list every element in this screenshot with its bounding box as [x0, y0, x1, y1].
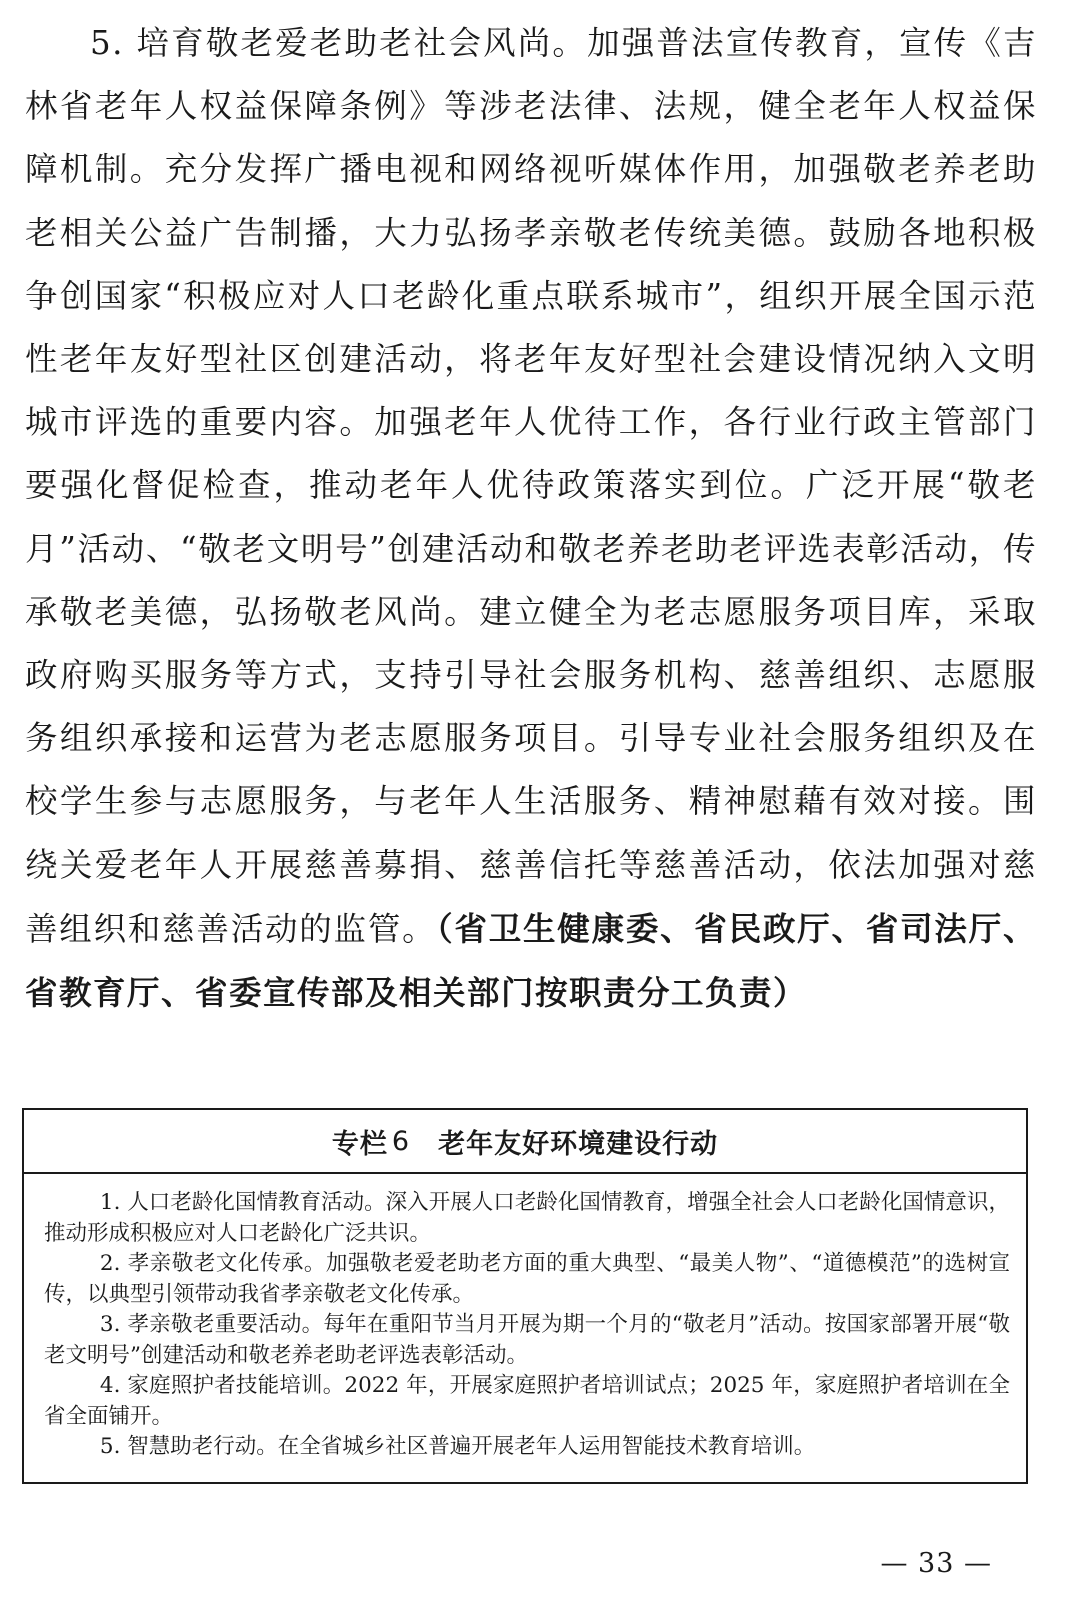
- column-number: 6: [391, 1125, 411, 1157]
- column-prefix: 专栏: [331, 1128, 388, 1160]
- page-number: — 33 —: [880, 1548, 992, 1579]
- column-title: 老年友好环境建设行动: [438, 1128, 719, 1160]
- column-item: 5. 智慧助老行动。在全省城乡社区普遍开展老年人运用智能技术教育培训。: [99, 1434, 816, 1459]
- column-item: 1. 人口老龄化国情教育活动。深入开展人口老龄化国情教育，增强全社会人口老龄化国情意识，推动形成积极应对人口老龄化广泛共识。: [44, 1190, 1010, 1246]
- column-item-list: [24, 1174, 1026, 1463]
- section-paragraph: [25, 12, 1037, 1025]
- responsible-departments: （省卫生健康委、省民政厅、省司法厅、省教育厅、省委宣传部及相关部门按职责分工负责）: [25, 908, 1037, 1013]
- column-item: 3. 孝亲敬老重要活动。每年在重阳节当月开展为期一个月的“敬老月”活动。按国家部署开展“敬老文明号”创建活动和敬老养老助老评选表彰活动。: [44, 1312, 1010, 1368]
- column-item: 4. 家庭照护者技能培训。2022 年，开展家庭照护者培训试点；2025 年，家庭照护者培训在全省全面铺开。: [44, 1373, 1010, 1429]
- paragraph-text: 5. 培育敬老爱老助老社会风尚。加强普法宣传教育，宣传《吉林省老年人权益保障条例》等涉老法律、法规，健全老年人权益保障机制。充分发挥广播电视和网络视听媒体作用，加强敬老养老助老相关公益广告制播，大力弘扬孝亲敬老传统美德。鼓励各地积极争创国家“积极应对人口老龄化重点联系城市”，组织开展全国示范性老年友好型社区创建活动，将老年友好型社会建设情况纳入文明城市评选的重要内容。加强老年人优待工作，各行业行政主管部门要强化督促检查，推动老年人优待政策落实到位。广泛开展“敬老月”活动、“敬老文明号”创建活动和敬老养老助老评选表彰活动，传承敬老美德，弘扬敬老风尚。建立健全为老志愿服务项目库，采取政府购买服务等方式，支持引导社会服务机构、慈善组织、志愿服务组织承接和运营为老志愿服务项目。引导专业社会服务组织及在校学生参与志愿服务，与老年人生活服务、精神慰藉有效对接。围绕关爱老年人开展慈善募捐、慈善信托等慈善活动，依法加强对慈善组织和慈善活动的监管。: [25, 24, 1037, 948]
- special-column-box: [22, 1108, 1028, 1484]
- column-item: 2. 孝亲敬老文化传承。加强敬老爱老助老方面的重大典型、“最美人物”、“道德模范”的选树宣传，以典型引领带动我省孝亲敬老文化传承。: [44, 1251, 1010, 1307]
- special-column-title: [24, 1110, 1026, 1174]
